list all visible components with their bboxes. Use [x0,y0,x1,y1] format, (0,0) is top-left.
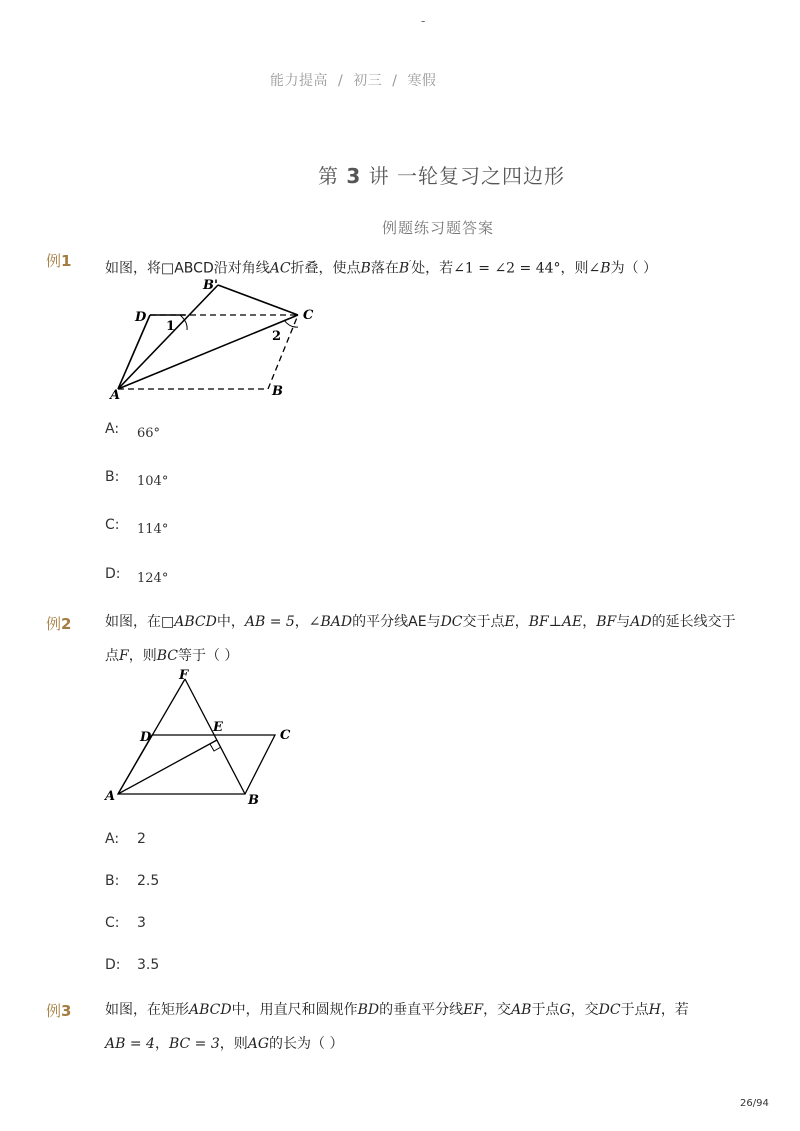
option-letter: A: [105,421,120,437]
page-title [318,160,565,189]
point-label-A: A [105,789,116,804]
q-text: 的平分线AE与 [352,614,441,630]
q-math: BD [357,1002,380,1018]
q-text: 折叠，使点 [290,260,361,277]
option-a-value[interactable]: 66° [137,426,161,441]
q-text: ，交 [483,1002,512,1018]
option-letter: A: [105,831,120,847]
option-letter: D: [105,566,121,582]
q-math: AB = 5 [244,614,295,630]
q-math: AB = 4 [105,1036,155,1052]
page-number: 26/94 [740,1098,769,1109]
example-label-prefix: 例 [46,615,62,633]
option-c-value[interactable]: 114° [137,522,169,537]
q-math: ∠B [588,260,611,277]
q-text: ， [294,614,309,630]
segment-AF [118,679,185,794]
point-label-F: F [179,668,189,683]
example-label-number: 3 [61,1002,72,1020]
point-label-B: B [248,793,259,808]
option-d-value[interactable]: 3.5 [137,957,160,973]
option-b-value[interactable]: 104° [137,474,169,489]
breadcrumb [270,70,436,90]
q-math: BF [596,614,617,630]
q-math: BC [156,648,178,664]
q-text: 如图，在矩形 [105,1002,189,1018]
q-math: DC [598,1002,621,1018]
segment-FB [185,679,245,794]
question-line-2 [105,1027,745,1061]
option-letter: C: [105,915,120,931]
breadcrumb-item-grade: 初三 [353,73,383,89]
example-2-question [105,605,745,673]
q-text: 落在 [370,260,399,277]
point-label-B: B [272,384,283,399]
q-math: AC [269,260,291,277]
q-math: BF⊥AE [528,614,583,630]
q-math: DC [440,614,463,630]
segment-AB-prime [118,285,218,389]
option-letter: B: [105,469,120,485]
top-mark: - [421,14,426,28]
option-b-value[interactable]: 2.5 [137,873,160,889]
breadcrumb-item-term: 寒假 [407,73,437,89]
example-label-number: 2 [61,615,72,633]
q-text: 于点 [531,1002,560,1018]
q-math: G [559,1002,571,1018]
example-label-number: 1 [61,252,72,270]
option-letter: B: [105,873,120,889]
q-text: 于点 [620,1002,649,1018]
q-math: EF [463,1002,484,1018]
q-text: 交于点 [462,614,505,630]
q-math: ABCD [189,1002,232,1018]
example-3-label [46,1000,71,1021]
q-math: AG [247,1036,270,1052]
q-math: AB [511,1002,532,1018]
title-number: 3 [346,164,362,188]
example-2-figure [100,668,300,808]
q-text: ，交 [570,1002,599,1018]
q-math: ∠BAD [308,614,353,630]
q-text: 如图，将□ABCD沿对角线 [105,260,270,277]
q-text: 如图，在□ [105,614,175,630]
option-c-value[interactable]: 3 [137,915,146,931]
option-letter: C: [105,517,120,533]
example-2-label [46,613,71,634]
q-math-prime: ′ [409,260,412,270]
q-text: ，则 [128,648,157,664]
q-text: 中， [216,614,245,630]
point-label-D: D [140,730,152,745]
q-text: ，则 [560,260,589,277]
point-label-C: C [303,308,314,323]
point-label-A: A [110,388,121,403]
q-math: ABCD [174,614,217,630]
q-text: ，则 [219,1036,248,1052]
q-text: 点 [105,648,119,664]
segment-B-prime-C [218,285,298,315]
q-text: 的延长线交于 [651,614,736,630]
q-text: 处，若 [411,260,454,277]
option-d-value[interactable]: 124° [137,571,169,586]
q-text: ，若 [660,1002,689,1018]
q-text: 的垂直平分线 [379,1002,464,1018]
example-3-question [105,993,745,1061]
example-label-prefix: 例 [46,252,62,270]
question-line-1 [105,993,745,1027]
q-text: ， [582,614,597,630]
question-line-1 [105,605,745,639]
q-math: B [360,260,371,277]
point-label-E: E [213,720,223,735]
point-label-D: D [135,310,147,325]
q-text: 与 [616,614,631,630]
angle-label-1: 1 [166,319,176,334]
q-text: 为（ ） [610,260,658,277]
q-text: 的长为（ ） [269,1036,344,1052]
q-math: AD [630,614,652,630]
example-1-label [46,250,71,271]
q-math: E [504,614,515,630]
title-suffix: 讲 一轮复习之四边形 [368,164,565,188]
q-text: 等于（ ） [177,648,239,664]
example-1-figure [100,278,340,403]
q-math: B [398,260,410,277]
q-math: F [119,648,129,664]
option-letter: D: [105,957,121,973]
q-math: H [648,1002,661,1018]
q-text: ， [514,614,529,630]
breadcrumb-separator: / [392,73,398,89]
example-label-prefix: 例 [46,1002,62,1020]
title-prefix: 第 [318,164,339,188]
breadcrumb-separator: / [338,73,344,89]
angle-label-2: 2 [272,329,282,344]
q-math: ∠1 = ∠2 = 44° [453,260,561,277]
section-subtitle: 例题练习题答案 [382,219,495,237]
point-label-C: C [280,728,291,743]
point-label-B-prime: B' [203,278,218,293]
option-a-value[interactable]: 2 [137,831,146,847]
q-text: 中，用直尺和圆规作 [231,1002,358,1018]
q-math: BC = 3 [168,1036,220,1052]
q-text: ， [154,1036,169,1052]
breadcrumb-item-course: 能力提高 [270,73,328,89]
